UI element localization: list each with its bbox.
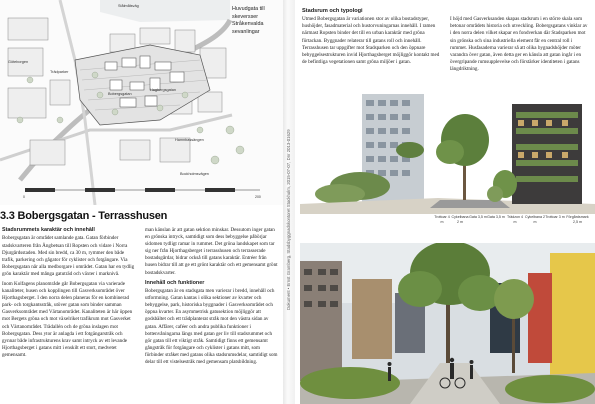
text-column-2 bbox=[145, 227, 279, 404]
dimension-label: Förgårdsmark 2,5 m bbox=[566, 215, 589, 224]
section-dimensions bbox=[433, 215, 590, 245]
map-label: Hagbergsgatan bbox=[150, 88, 176, 92]
paragraph: Inom Kolfagens planområde går Bobergsgatan via varierade kanaliteter, husen och kopplingen till Gasverksområdet över Hjorthagsberget. I den norra delen planeras för en kombinerad park- och torgkantsstråk, utöver gatan som binder samman Gasverksområdet med Värtanområdet. Kanaliteten är här öppen mot Bergets gröna och mot växelriket trafikrum mot Gasverket och Värtanområdet. Trädallén och de gröna inslagen mot Bobergsgatan. Dess ytor är anlagda i ett fotgängarstråk och gynnar både infrastrukturens krav samt intryck av ett levande Hjorthagsberget i gatans mitt i enskilt ett stort, medvetet gemensamt. bbox=[2, 280, 133, 358]
map-note: Huvudgata till skeversser Stråkenvalda sevanlingar bbox=[232, 6, 265, 35]
paragraph: Bobergsgatan är området samlande gata. Gatan förbinder stadskvarteren från Ångbetsan till Ropsten och vidare i Norra Djurgårdsstaden. Med sin bredd, ca 30 m, rymmer den både trafik, parkering och gågator för cyklister och fotgängare. Via Bobergsgatan når alla medborgare i området. Gatan har en tydlig grön karaktär med många gatuträd och växter i marknivå. bbox=[2, 235, 135, 277]
subheading: Innehåll och funktioner bbox=[145, 279, 205, 286]
map-label: Stålmålsväg bbox=[118, 4, 139, 8]
dimension-label: Cykelbana 2 m bbox=[451, 215, 469, 224]
right-text-column-2: I höjd med Gasverksanden skapas stadsrum i en större skala som betonar områdets historia och utveckling. Bobergsgatans vinklar av i den norra delen vilket skapar en fondverkan där Stadsparken mot sin grönska och sina industriella element får en central roll i rummet. Husfasaderna varierar så att olika bygnadshöjder möter varandra över gatan, även detta ger en känsla att gatan ingår i en övergripande rumsupplevelse och förstärker identiteten i gatans längdriktning. bbox=[450, 16, 588, 73]
map-label: Hamnbassängen bbox=[175, 138, 204, 142]
dimension-label: Gata 3,5 m bbox=[469, 215, 487, 219]
paragraph: Bobergsgatan är en stadsgata men varierar i bredd, innehåll och utformning. Gatan kantas i olika sektioner av kvarter och bebyggelse, park, historiska byggnader i Gasverksområdet och öppna kvarter. En asymmetrisk gatusektion möjliggör att godsbältet och ett trädplanterat stråk mot den västra sidan av gatan. Affärer, caféer och andra publika funktioner i bottenvåningarna längs med gatan ger liv till stadsrummet och gör gatan till ett viktigt stråk. Samtidigt finns ett gemensamt gångstråk för fotgängare och cyklister i gatans mitt, som förbinder stråket med gatans olika stadsrumsdelar, samtidigt som delar till ett vistelsestråk med gemensam platsbildning. bbox=[145, 288, 278, 365]
map-label: Trädparker bbox=[50, 70, 69, 74]
right-text-column-1: Utmed Bobergsgatan är variationen stor av olika bostadstyper, hushöjder, fasadmaterial och hustorvuningarnas innehåll. I ramen närmast Ropsten binder det till en urban karaktär med gröna förtackan. Byggnader relaterar till gatans roll och innehåll. Terrasshusen tar uppgifter mot Stadsparken och den öppnare bebyggelsestrukturen invid Hjorthagsberget möjliggör kontakt med de befintliga vegetationen samt gröna miljöer i gatan. bbox=[302, 16, 440, 66]
svg-text:0: 0 bbox=[23, 195, 25, 199]
svg-text:200: 200 bbox=[255, 195, 261, 199]
subheading: Stadsrummets karaktär och innehåll bbox=[2, 227, 95, 233]
text-column-1 bbox=[2, 227, 136, 404]
street-perspective-photo bbox=[300, 243, 595, 404]
map-label: Bockholmsvägen bbox=[180, 172, 209, 176]
dimension-label: Trädzon 4 m bbox=[506, 215, 524, 224]
dimension-label: Gata 3,5 m bbox=[487, 215, 505, 219]
map-label: Bobergsgatan bbox=[108, 92, 132, 96]
section-title: 3.3 Bobergsgatan - Terrasshusen bbox=[0, 210, 168, 222]
street-section-illustration bbox=[300, 94, 595, 214]
right-heading: Stadsrum och typologi bbox=[302, 8, 363, 14]
spine-stamp: Dokument • Ernst Gramberg, Stadsbyggnadskontoret Stockholm, 2015-07-07, Dnr 2013-01629 bbox=[286, 129, 291, 310]
right-page bbox=[295, 0, 595, 404]
map-label: Göteborgen bbox=[8, 60, 29, 64]
dimension-label: Cykelbana 2 m bbox=[525, 215, 545, 224]
site-map bbox=[0, 0, 283, 205]
dimension-label: Trottoar 4 m bbox=[434, 215, 450, 224]
dimension-label: Trottoar 3 m bbox=[545, 215, 565, 219]
left-page bbox=[0, 0, 283, 404]
paragraph: man känslan är att gatan sektion minskar. Dessutom inger gatan en grönska intryck, samtidigt som dess bebyggelse påbörjar sidomen tydligt ramar in rummet. Det gröna landskapet som tar sig ner från Hjorthagsberget i terrasshusen och terrasserade bostadsgårdar, bidrar också till gatans karaktär. Entréer från husen bidrar till att ge ett grönt karaktär och ett gemensamt grönt bostadskvarter. bbox=[145, 227, 278, 276]
street-perspective-drawing bbox=[300, 243, 595, 404]
street-section-drawing bbox=[300, 94, 595, 214]
